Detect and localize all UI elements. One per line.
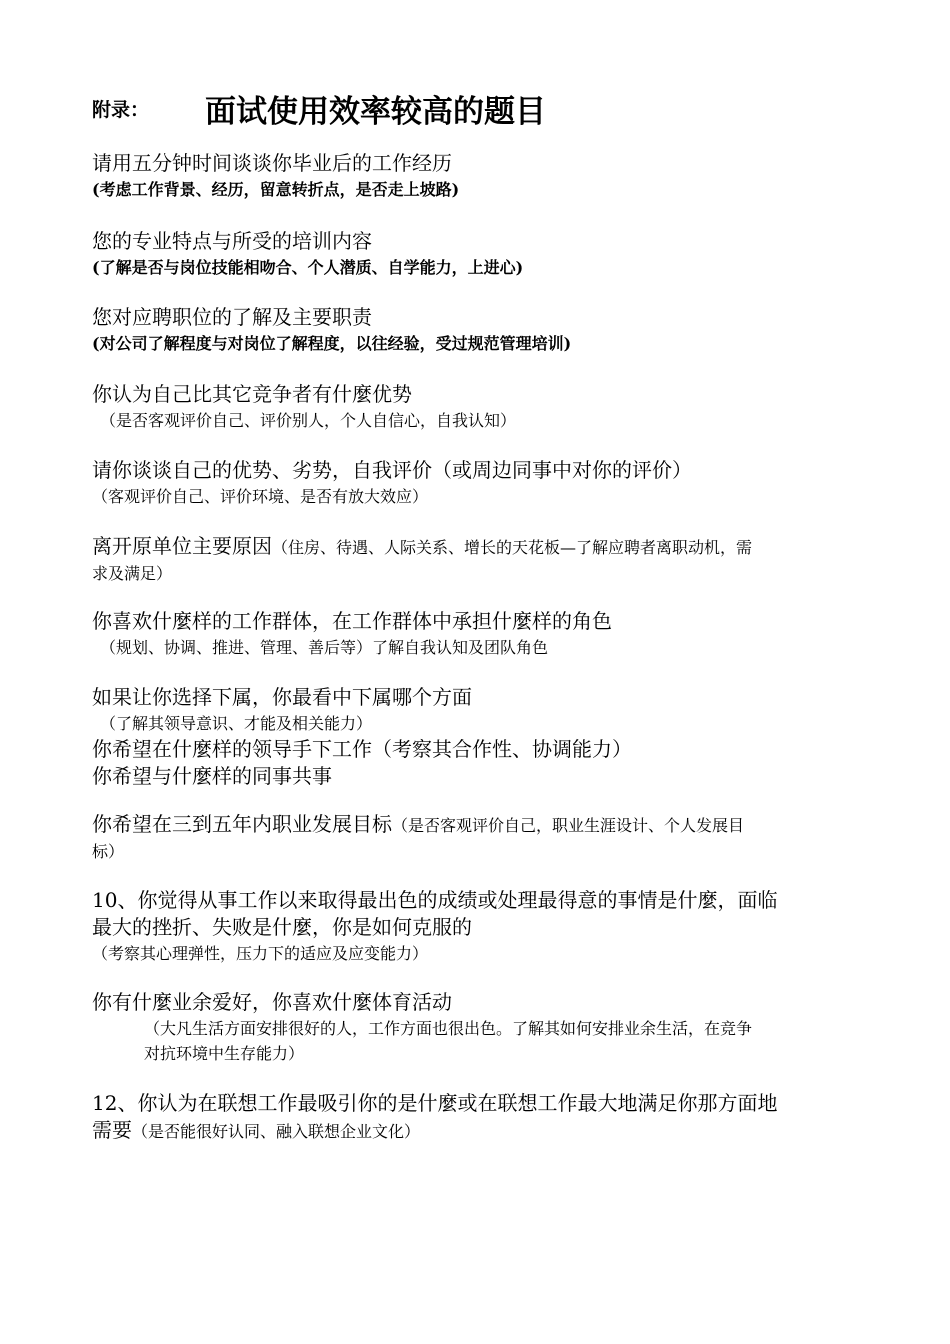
question-note-continued: 对抗环境中生存能力） [144,1044,305,1063]
question-1 [92,150,862,202]
question-note-continued: 标） [92,842,125,861]
question-9 [92,811,862,864]
title-prefix: 附录： [92,99,150,121]
question-note: （住房、待遇、人际关系、增长的天花板—了解应聘者离职动机，需 [272,538,753,557]
question-note: （大凡生活方面安排很好的人，工作方面也很出色。了解其如何安排业余生活，在竞争 [144,1019,753,1038]
page-title: 面试使用效率较高的题目 [205,94,547,130]
question-text: 离开原单位主要原因 [92,534,272,558]
question-12 [92,1090,862,1145]
question-3 [92,304,862,356]
question-2 [92,228,862,280]
question-note: （规划、协调、推进、管理、善后等）了解自我认知及团队角色 [100,638,549,657]
question-5 [92,457,862,509]
question-7 [92,608,862,660]
question-note-continued: 求及满足） [92,564,173,583]
question-note: (考虑工作背景、经历，留意转折点，是否走上坡路) [92,180,460,199]
question-text-2: 你希望在什麼样的领导手下工作（考察其合作性、协调能力） [92,737,632,761]
question-10 [92,887,862,966]
question-note: （考察其心理弹性，压力下的适应及应变能力） [92,944,429,963]
question-note: （了解其领导意识、才能及相关能力） [100,714,373,733]
question-6 [92,533,862,586]
question-text: 请用五分钟时间谈谈你毕业后的工作经历 [92,151,452,175]
question-11 [92,989,862,1066]
question-note: (了解是否与岗位技能相吻合、个人潜质、自学能力，上进心) [92,258,524,277]
question-text: 如果让你选择下属，你最看中下属哪个方面 [92,685,472,709]
question-note: (对公司了解程度与对岗位了解程度，以往经验，受过规范管理培训) [92,334,572,353]
question-text: 12、你认为在联想工作最吸引你的是什麼或在联想工作最大地满足你那方面地 [92,1091,778,1115]
question-note: （客观评价自己、评价环境、是否有放大效应） [92,487,429,506]
question-note: （是否客观评价自己、评价别人，个人自信心，自我认知） [100,411,517,430]
question-text: 你有什麼业余爱好，你喜欢什麼体育活动 [92,990,452,1014]
question-text-continued: 需要 [92,1118,132,1142]
question-text: 请你谈谈自己的优势、劣势，自我评价（或周边同事中对你的评价） [92,458,692,482]
question-text-continued: 最大的挫折、失败是什麼，你是如何克服的 [92,915,472,939]
question-text: 你认为自己比其它竞争者有什麼优势 [92,382,412,406]
question-text: 你喜欢什麼样的工作群体，在工作群体中承担什麼样的角色 [92,609,612,633]
question-note: （是否能很好认同、融入联想企业文化） [132,1122,421,1141]
question-4 [92,381,862,433]
document-title [92,86,546,131]
question-8 [92,684,862,790]
question-text: 10、你觉得从事工作以来取得最出色的成绩或处理最得意的事情是什麼，面临 [92,888,778,912]
question-note: （是否客观评价自己，职业生涯设计、个人发展目 [392,816,745,835]
question-text-3: 你希望与什麼样的同事共事 [92,764,332,788]
question-text: 您的专业特点与所受的培训内容 [92,229,372,253]
question-text: 你希望在三到五年内职业发展目标 [92,812,392,836]
question-text: 您对应聘职位的了解及主要职责 [92,305,372,329]
